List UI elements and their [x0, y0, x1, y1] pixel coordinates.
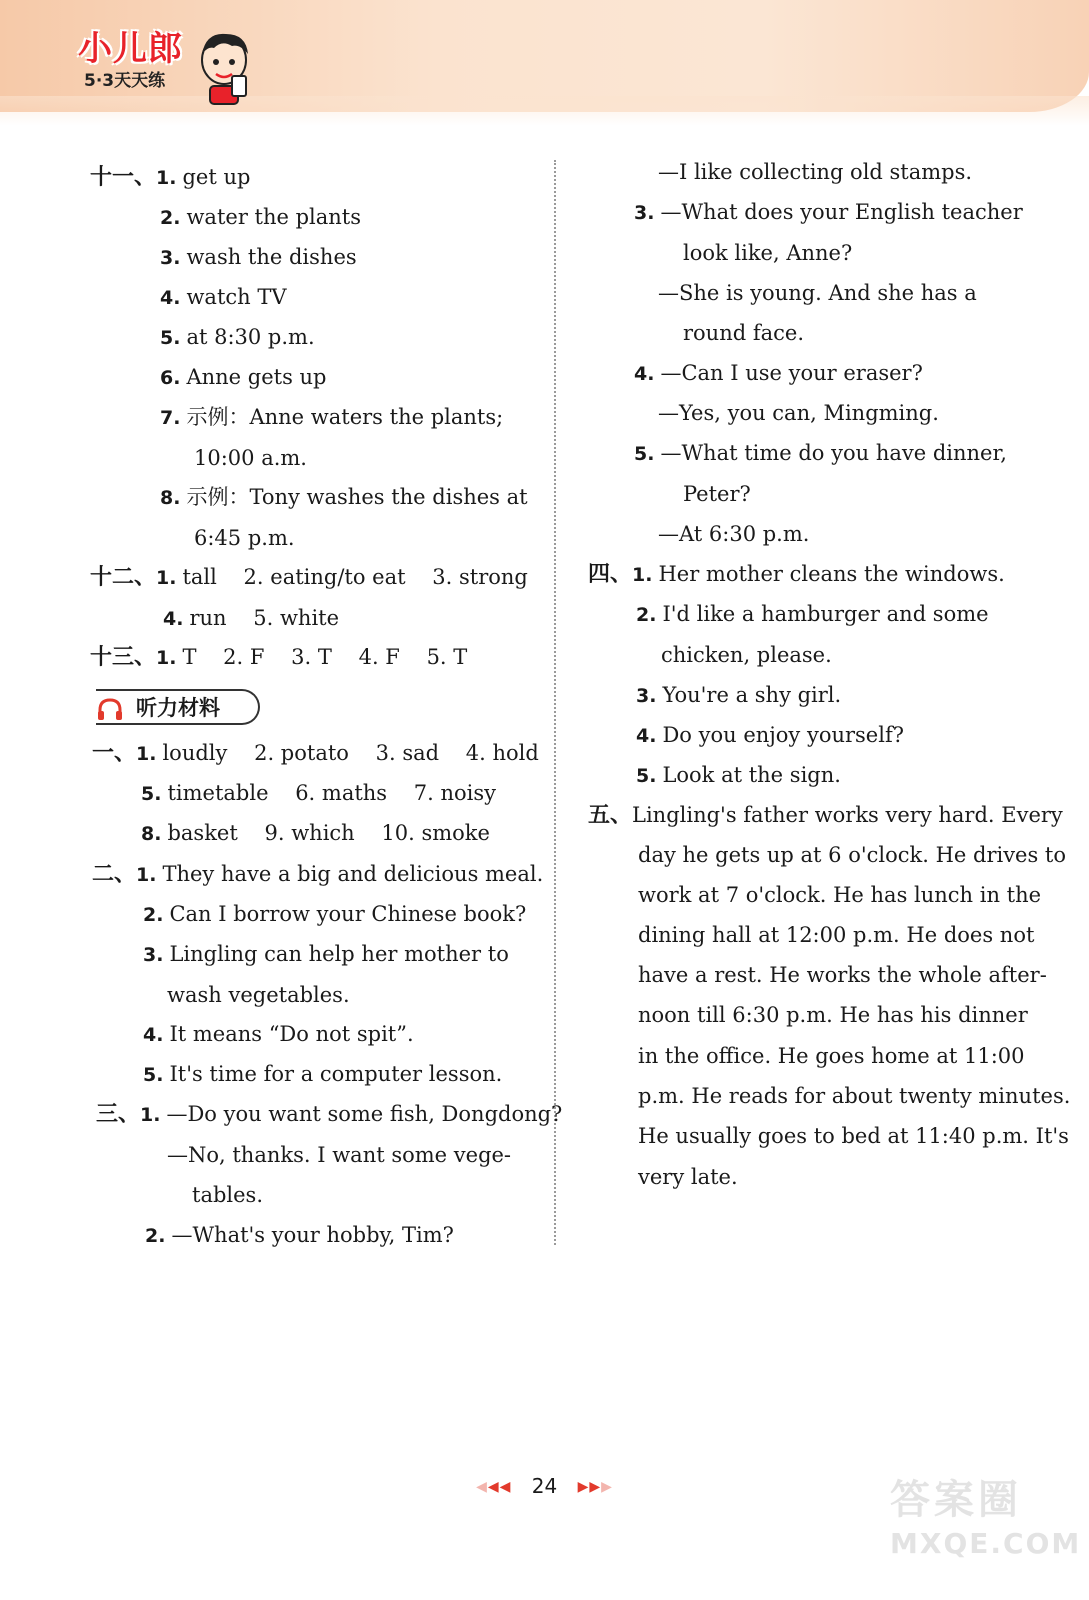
answer-line: [160, 323, 315, 352]
answer-line: [636, 681, 841, 710]
mascot-icon: [196, 30, 252, 106]
answer-text: p.m. He reads for about twenty minutes.: [638, 1084, 1071, 1108]
answer-line: [638, 1122, 1069, 1150]
answer-line: [658, 520, 809, 548]
answer-line: [638, 921, 1034, 949]
answer-line: [634, 198, 1023, 227]
item-number: 5.: [143, 1064, 164, 1086]
answer-text: work at 7 o'clock. He has lunch in the: [638, 883, 1042, 907]
answer-text: have a rest. He works the whole after-: [638, 963, 1047, 987]
answer-line: [145, 1221, 454, 1250]
item-number: 5.: [141, 783, 162, 805]
item-number: 1.: [156, 647, 177, 669]
answer-line: [683, 319, 804, 347]
column-divider: [554, 160, 556, 1245]
answer-text: —I like collecting old stamps.: [658, 160, 973, 184]
answer-line: [167, 981, 350, 1009]
answer-text: —She is young. And she has a: [658, 281, 977, 305]
answer-line: [194, 444, 307, 472]
item-number: 4.: [163, 608, 184, 630]
brand-logo: [78, 30, 183, 92]
item-number: 4.: [160, 287, 181, 309]
answer-text: very late.: [638, 1165, 738, 1189]
answer-text: Can I borrow your Chinese book?: [169, 902, 527, 926]
answer-text: You're a shy girl.: [662, 683, 842, 707]
item-number: 5.: [636, 765, 657, 787]
item-number: 6.: [160, 367, 181, 389]
answer-text: —What time do you have dinner,: [660, 441, 1007, 465]
answer-line: [636, 600, 989, 629]
item-number: 7.: [160, 407, 181, 429]
answer-line: [163, 604, 339, 633]
item-number: 5.: [634, 443, 655, 465]
answer-text: —What's your hobby, Tim?: [171, 1223, 454, 1247]
answer-text: It's time for a computer lesson.: [169, 1062, 503, 1086]
prev-arrows-icon: ◀◀◀: [476, 1479, 512, 1495]
answer-line: [92, 860, 543, 889]
answer-text: chicken, please.: [661, 643, 832, 667]
item-number: 1.: [136, 864, 157, 886]
item-number: 1.: [140, 1104, 161, 1126]
answer-line: [638, 841, 1066, 869]
listening-label: 听力材料: [136, 696, 220, 720]
answer-text: dining hall at 12:00 p.m. He does not: [638, 923, 1035, 947]
answer-text: look like, Anne?: [683, 241, 853, 265]
answer-text: —No, thanks. I want some vege-: [167, 1143, 512, 1167]
answer-text: —Can I use your eraser?: [660, 361, 923, 385]
section-label: 十二、: [90, 565, 157, 590]
answer-line: [143, 940, 509, 969]
answer-text: Lingling can help her mother to: [169, 942, 509, 966]
answer-line: [141, 819, 490, 848]
answer-line: [634, 439, 1007, 468]
answer-text: at 8:30 p.m.: [186, 325, 315, 349]
answer-text: Her mother cleans the windows.: [658, 562, 1005, 586]
item-number: 1.: [156, 167, 177, 189]
answer-text: It means “Do not spit”.: [169, 1022, 414, 1046]
answer-line: [143, 1020, 414, 1049]
answer-text: 6:45 p.m.: [194, 526, 295, 550]
answer-line: [588, 560, 1005, 589]
answer-text: Look at the sign.: [662, 763, 841, 787]
headphones-icon: [96, 698, 124, 722]
item-number: 1.: [136, 743, 157, 765]
answer-text: wash vegetables.: [167, 983, 350, 1007]
answer-line: [658, 399, 939, 427]
section-label: 四、: [588, 562, 633, 587]
answer-text: —At 6:30 p.m.: [658, 522, 810, 546]
listening-material-tag: [96, 689, 260, 725]
answer-line: [634, 359, 923, 388]
header-fade: [0, 96, 1089, 126]
answer-line: [160, 203, 361, 232]
answer-line: [194, 524, 295, 552]
item-number: 8.: [160, 487, 181, 509]
answer-line: [160, 363, 327, 392]
answer-line: [638, 961, 1047, 989]
site-watermark: [890, 1477, 1082, 1564]
answer-text: noon till 6:30 p.m. He has his dinner: [638, 1003, 1028, 1027]
item-number: 3.: [636, 685, 657, 707]
answer-line: [160, 483, 528, 512]
answer-text: I'd like a hamburger and some: [662, 602, 989, 626]
item-number: 8.: [141, 823, 162, 845]
answer-line: [636, 761, 841, 790]
answer-line: [658, 158, 972, 186]
answer-line: [661, 641, 832, 669]
answer-text: They have a big and delicious meal.: [162, 862, 544, 886]
answer-line: [96, 1100, 562, 1129]
answer-line: [588, 801, 1063, 830]
series-name: 5·3天天练: [84, 71, 166, 91]
answer-text: tables.: [192, 1183, 263, 1207]
answer-line: [636, 721, 904, 750]
answer-text: Anne gets up: [186, 365, 327, 389]
answer-line: [683, 239, 852, 267]
answer-text: T 2. F 3. T 4. F 5. T: [182, 645, 468, 669]
answer-text: water the plants: [186, 205, 362, 229]
answer-text: watch TV: [186, 285, 287, 309]
answer-text: day he gets up at 6 o'clock. He drives to: [638, 843, 1067, 867]
answer-text: wash the dishes: [186, 245, 357, 269]
answer-text: Lingling's father works very hard. Every: [632, 803, 1063, 827]
answer-text: Do you enjoy yourself?: [662, 723, 904, 747]
answer-line: [160, 243, 357, 272]
answer-line: [638, 881, 1041, 909]
answer-line: [90, 563, 528, 592]
item-number: 1.: [156, 567, 177, 589]
answer-line: [143, 1060, 502, 1089]
page-number: 24: [531, 1474, 558, 1498]
section-label: 二、: [92, 862, 137, 887]
section-label: 一、: [92, 741, 137, 766]
answer-line: [160, 403, 503, 432]
section-label: 十一、: [90, 165, 157, 190]
answer-line: [167, 1141, 511, 1169]
section-label: 三、: [96, 1102, 141, 1127]
answer-text: tall 2. eating/to eat 3. strong: [182, 565, 528, 589]
item-number: 2.: [636, 604, 657, 626]
answer-text: 示例：Anne waters the plants;: [186, 405, 504, 429]
answer-line: [92, 739, 539, 768]
answer-line: [141, 779, 496, 808]
item-number: 2.: [160, 207, 181, 229]
watermark-title: 答案圈: [890, 1477, 1022, 1523]
section-label: 五、: [588, 803, 633, 828]
section-label: 十三、: [90, 645, 157, 670]
logo-text: 小儿郎: [78, 29, 183, 69]
item-number: 3.: [634, 202, 655, 224]
answer-text: timetable 6. maths 7. noisy: [167, 781, 497, 805]
item-number: 4.: [143, 1024, 164, 1046]
item-number: 5.: [160, 327, 181, 349]
answer-text: get up: [182, 165, 251, 189]
answer-text: —Yes, you can, Mingming.: [658, 401, 939, 425]
item-number: 2.: [145, 1225, 166, 1247]
answer-text: 示例：Tony washes the dishes at: [186, 485, 528, 509]
answer-text: 10:00 a.m.: [194, 446, 307, 470]
answer-text: basket 9. which 10. smoke: [167, 821, 490, 845]
answer-text: in the office. He goes home at 11:00: [638, 1044, 1025, 1068]
item-number: 1.: [632, 564, 653, 586]
answer-line: [143, 900, 526, 929]
answer-text: —What does your English teacher: [660, 200, 1023, 224]
answer-text: loudly 2. potato 3. sad 4. hold: [162, 741, 539, 765]
answer-line: [90, 163, 250, 192]
item-number: 3.: [160, 247, 181, 269]
item-number: 3.: [143, 944, 164, 966]
answer-text: run 5. white: [189, 606, 340, 630]
answer-text: round face.: [683, 321, 805, 345]
item-number: 4.: [636, 725, 657, 747]
answer-line: [638, 1001, 1028, 1029]
watermark-url: MXQE.COM: [890, 1527, 1082, 1560]
answer-line: [160, 283, 287, 312]
next-arrows-icon: ▶▶▶: [577, 1479, 613, 1495]
answer-line: [192, 1181, 263, 1209]
item-number: 2.: [143, 904, 164, 926]
item-number: 4.: [634, 363, 655, 385]
answer-line: [638, 1163, 738, 1191]
answer-line: [638, 1082, 1070, 1110]
answer-text: —Do you want some fish, Dongdong?: [166, 1102, 563, 1126]
answer-text: He usually goes to bed at 11:40 p.m. It's: [638, 1124, 1069, 1148]
answer-line: [658, 279, 977, 307]
answer-text: Peter?: [683, 482, 751, 506]
answer-line: [638, 1042, 1025, 1070]
answer-line: [90, 643, 467, 672]
answer-line: [683, 480, 751, 508]
